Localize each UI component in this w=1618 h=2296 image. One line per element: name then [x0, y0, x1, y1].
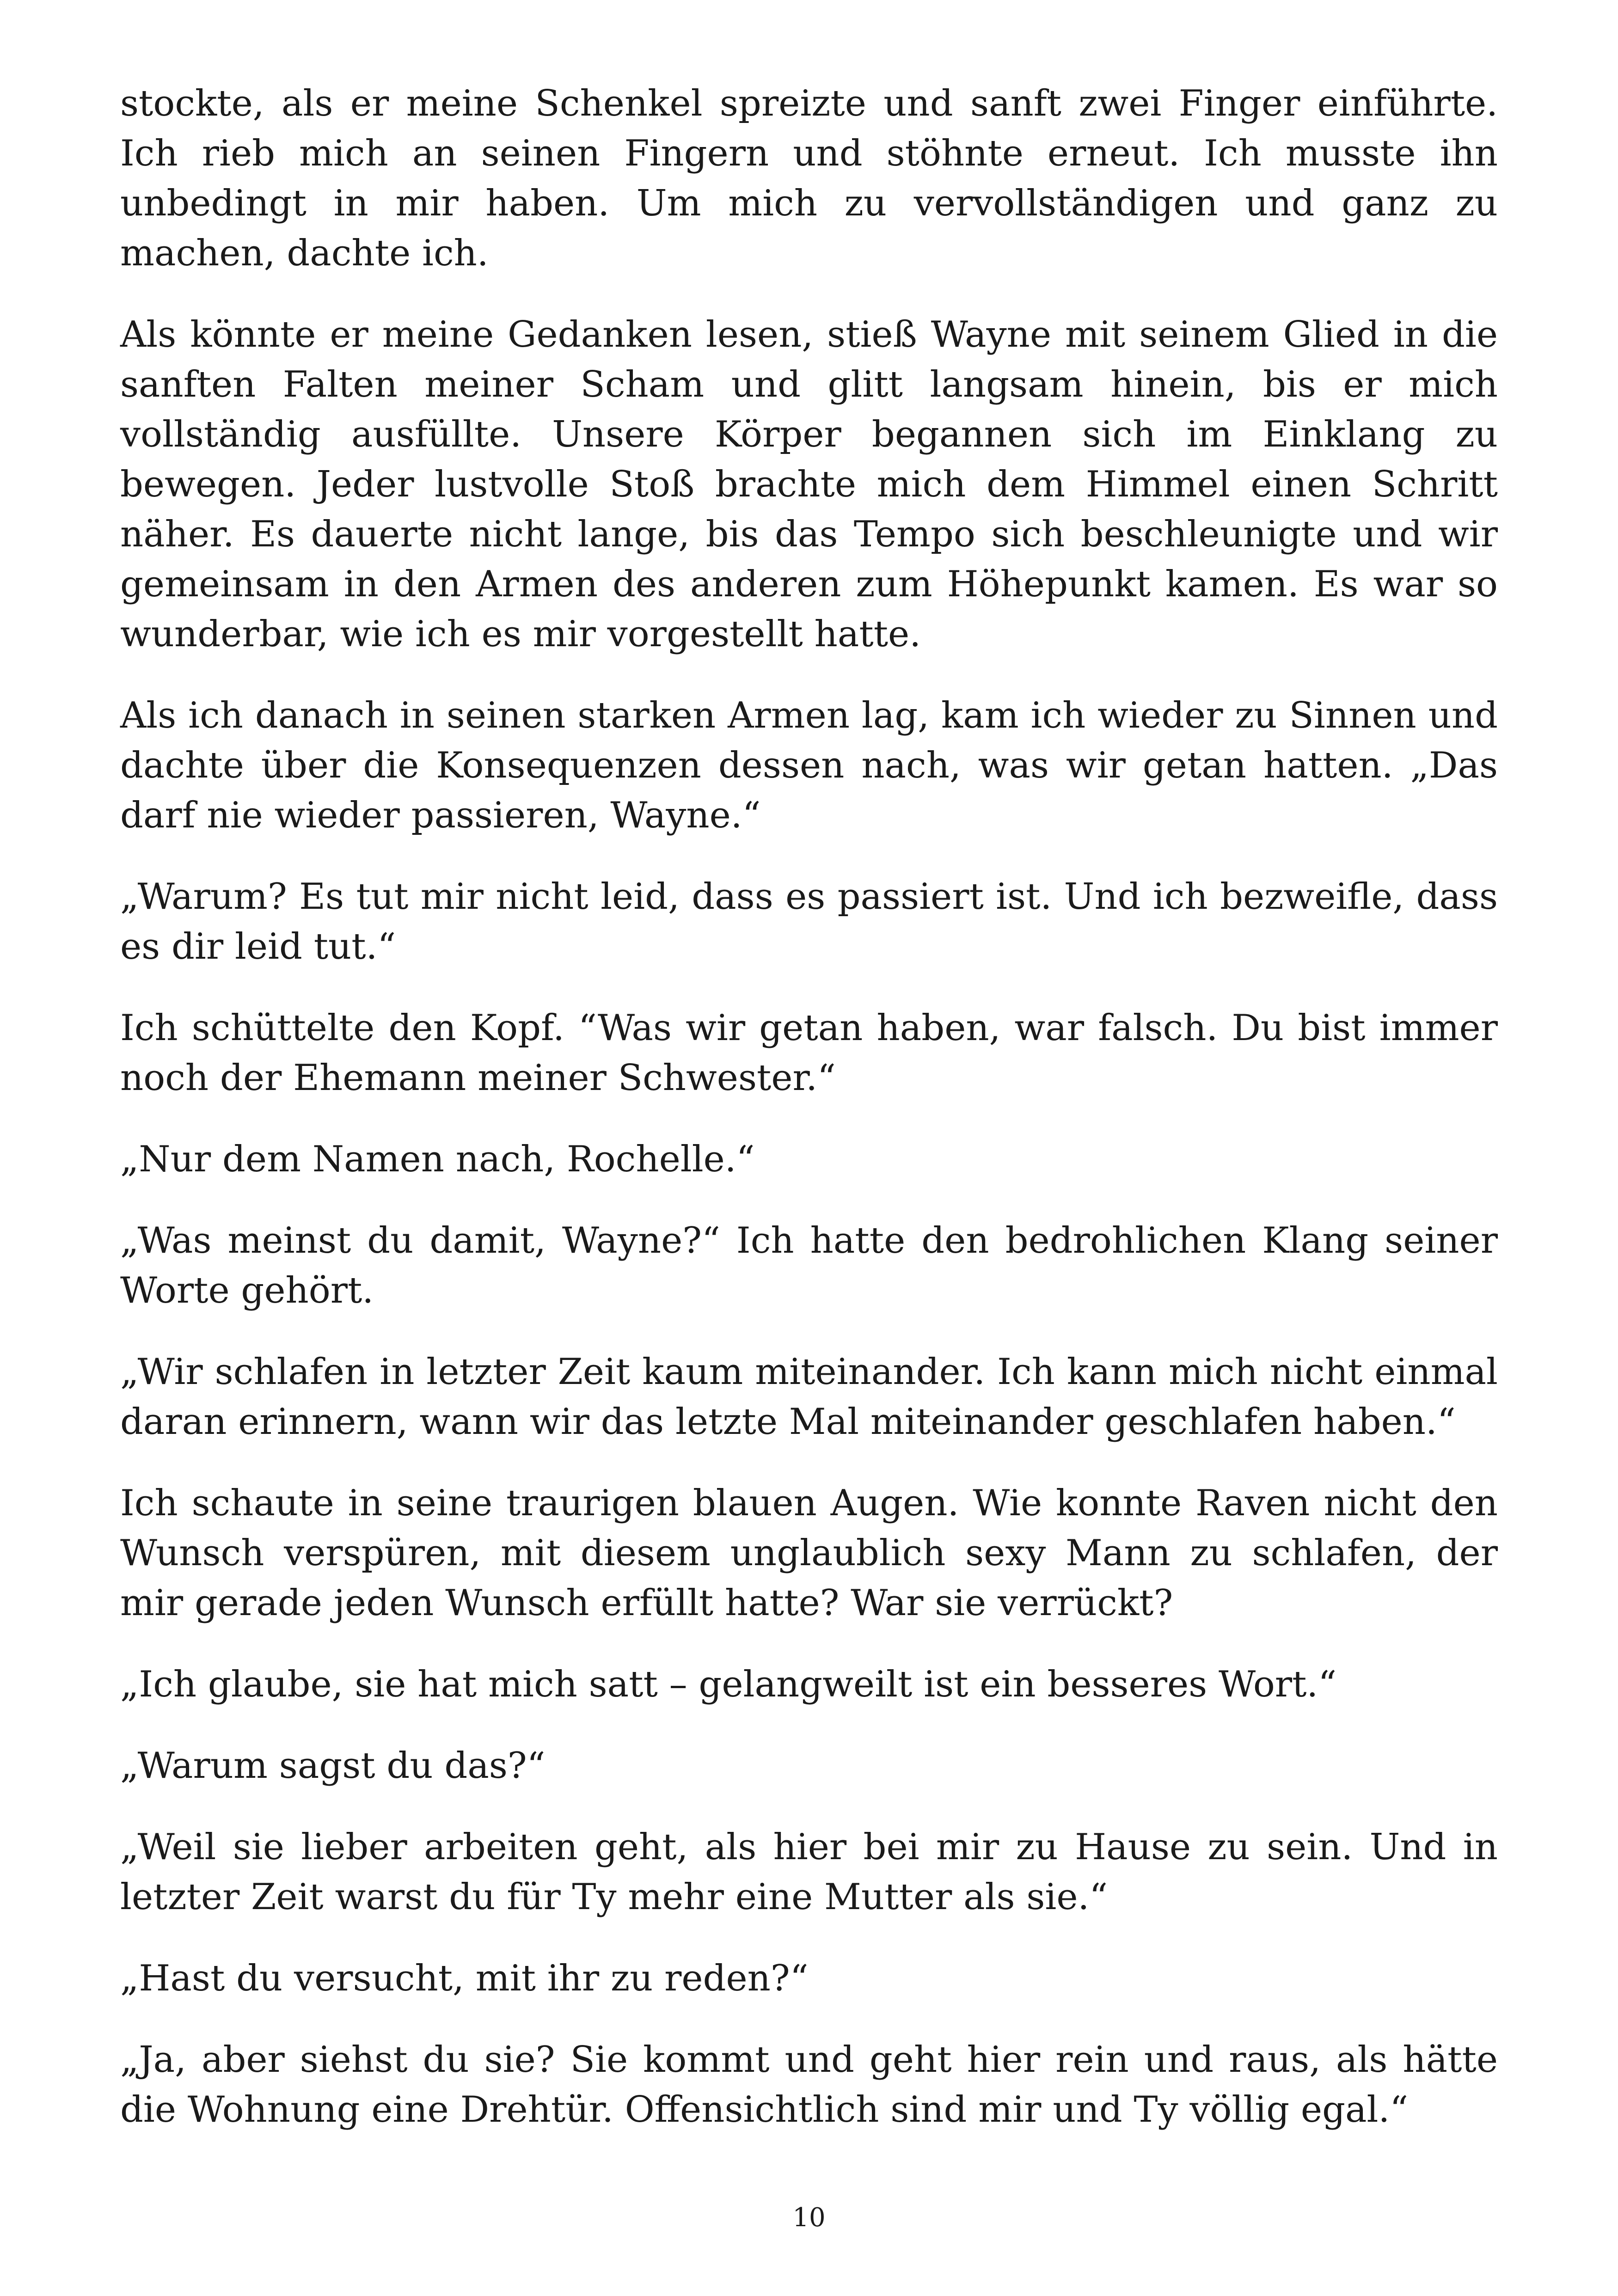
paragraph: „Warum sagst du das?“ — [120, 1745, 545, 1787]
paragraph: Ich schaute in seine traurigen blauen Augen. Wie konnte Raven nicht den Wunsch verspüren, mit diesem unglaublich sexy Mann zu schlafen, der mir gerade jeden Wunsch erfüllt hatte? War sie verrückt? — [120, 1482, 1498, 1624]
paragraph: „Was meinst du damit, Wayne?“ Ich hatte den bedrohlichen Klang seiner Worte gehört. — [120, 1220, 1498, 1311]
paragraph: Als ich danach in seinen starken Armen lag, kam ich wieder zu Sinnen und dachte über die Konsequenzen dessen nach, was wir getan hatten. „Das darf nie wieder passieren, Wayne.“ — [120, 695, 1498, 836]
paragraph: „Ich glaube, sie hat mich satt – gelangweilt ist ein besseres Wort.“ — [120, 1664, 1337, 1705]
paragraph: Als könnte er meine Gedanken lesen, stieß Wayne mit seinem Glied in die sanften Falten meiner Scham und glitt langsam hinein, bis er mich vollständig ausfüllte. Unsere Körper begannen sich im Einklang zu bewegen. Jeder lustvolle Stoß brachte mich dem Himmel einen Schritt näher. Es dauerte nicht lange, bis das Tempo sich beschleunigte und wir gemeinsam in den Armen des anderen zum Höhepunkt kamen. Es war so wunderbar, wie ich es mir vorgestellt hatte. — [120, 314, 1498, 655]
paragraph: „Warum? Es tut mir nicht leid, dass es passiert ist. Und ich bezweifle, dass es dir leid tut.“ — [120, 876, 1498, 967]
paragraph: Ich schüttelte den Kopf. “Was wir getan haben, war falsch. Du bist immer noch der Ehemann meiner Schwester.“ — [120, 1007, 1498, 1099]
paragraph: „Weil sie lieber arbeiten geht, als hier bei mir zu Hause zu sein. Und in letzter Zeit warst du für Ty mehr eine Mutter als sie.“ — [120, 1826, 1498, 1918]
paragraph: stockte, als er meine Schenkel spreizte und sanft zwei Finger einführte. Ich rieb mich an seinen Fingern und stöhnte erneut. Ich musste ihn unbedingt in mir haben. Um mich zu vervollständigen und ganz zu machen, dachte ich. — [120, 83, 1498, 274]
page-number: 10 — [792, 2203, 826, 2233]
paragraph: „Hast du versucht, mit ihr zu reden?“ — [120, 1958, 809, 1999]
paragraph: „Ja, aber siehst du sie? Sie kommt und geht hier rein und raus, als hätte die Wohnung eine Drehtür. Offensichtlich sind mir und Ty völlig egal.“ — [120, 2039, 1498, 2131]
paragraph: „Wir schlafen in letzter Zeit kaum miteinander. Ich kann mich nicht einmal daran erinnern, wann wir das letzte Mal miteinander geschlafen haben.“ — [120, 1351, 1498, 1443]
body-text — [120, 79, 1498, 2166]
paragraph: „Nur dem Namen nach, Rochelle.“ — [120, 1139, 755, 1180]
